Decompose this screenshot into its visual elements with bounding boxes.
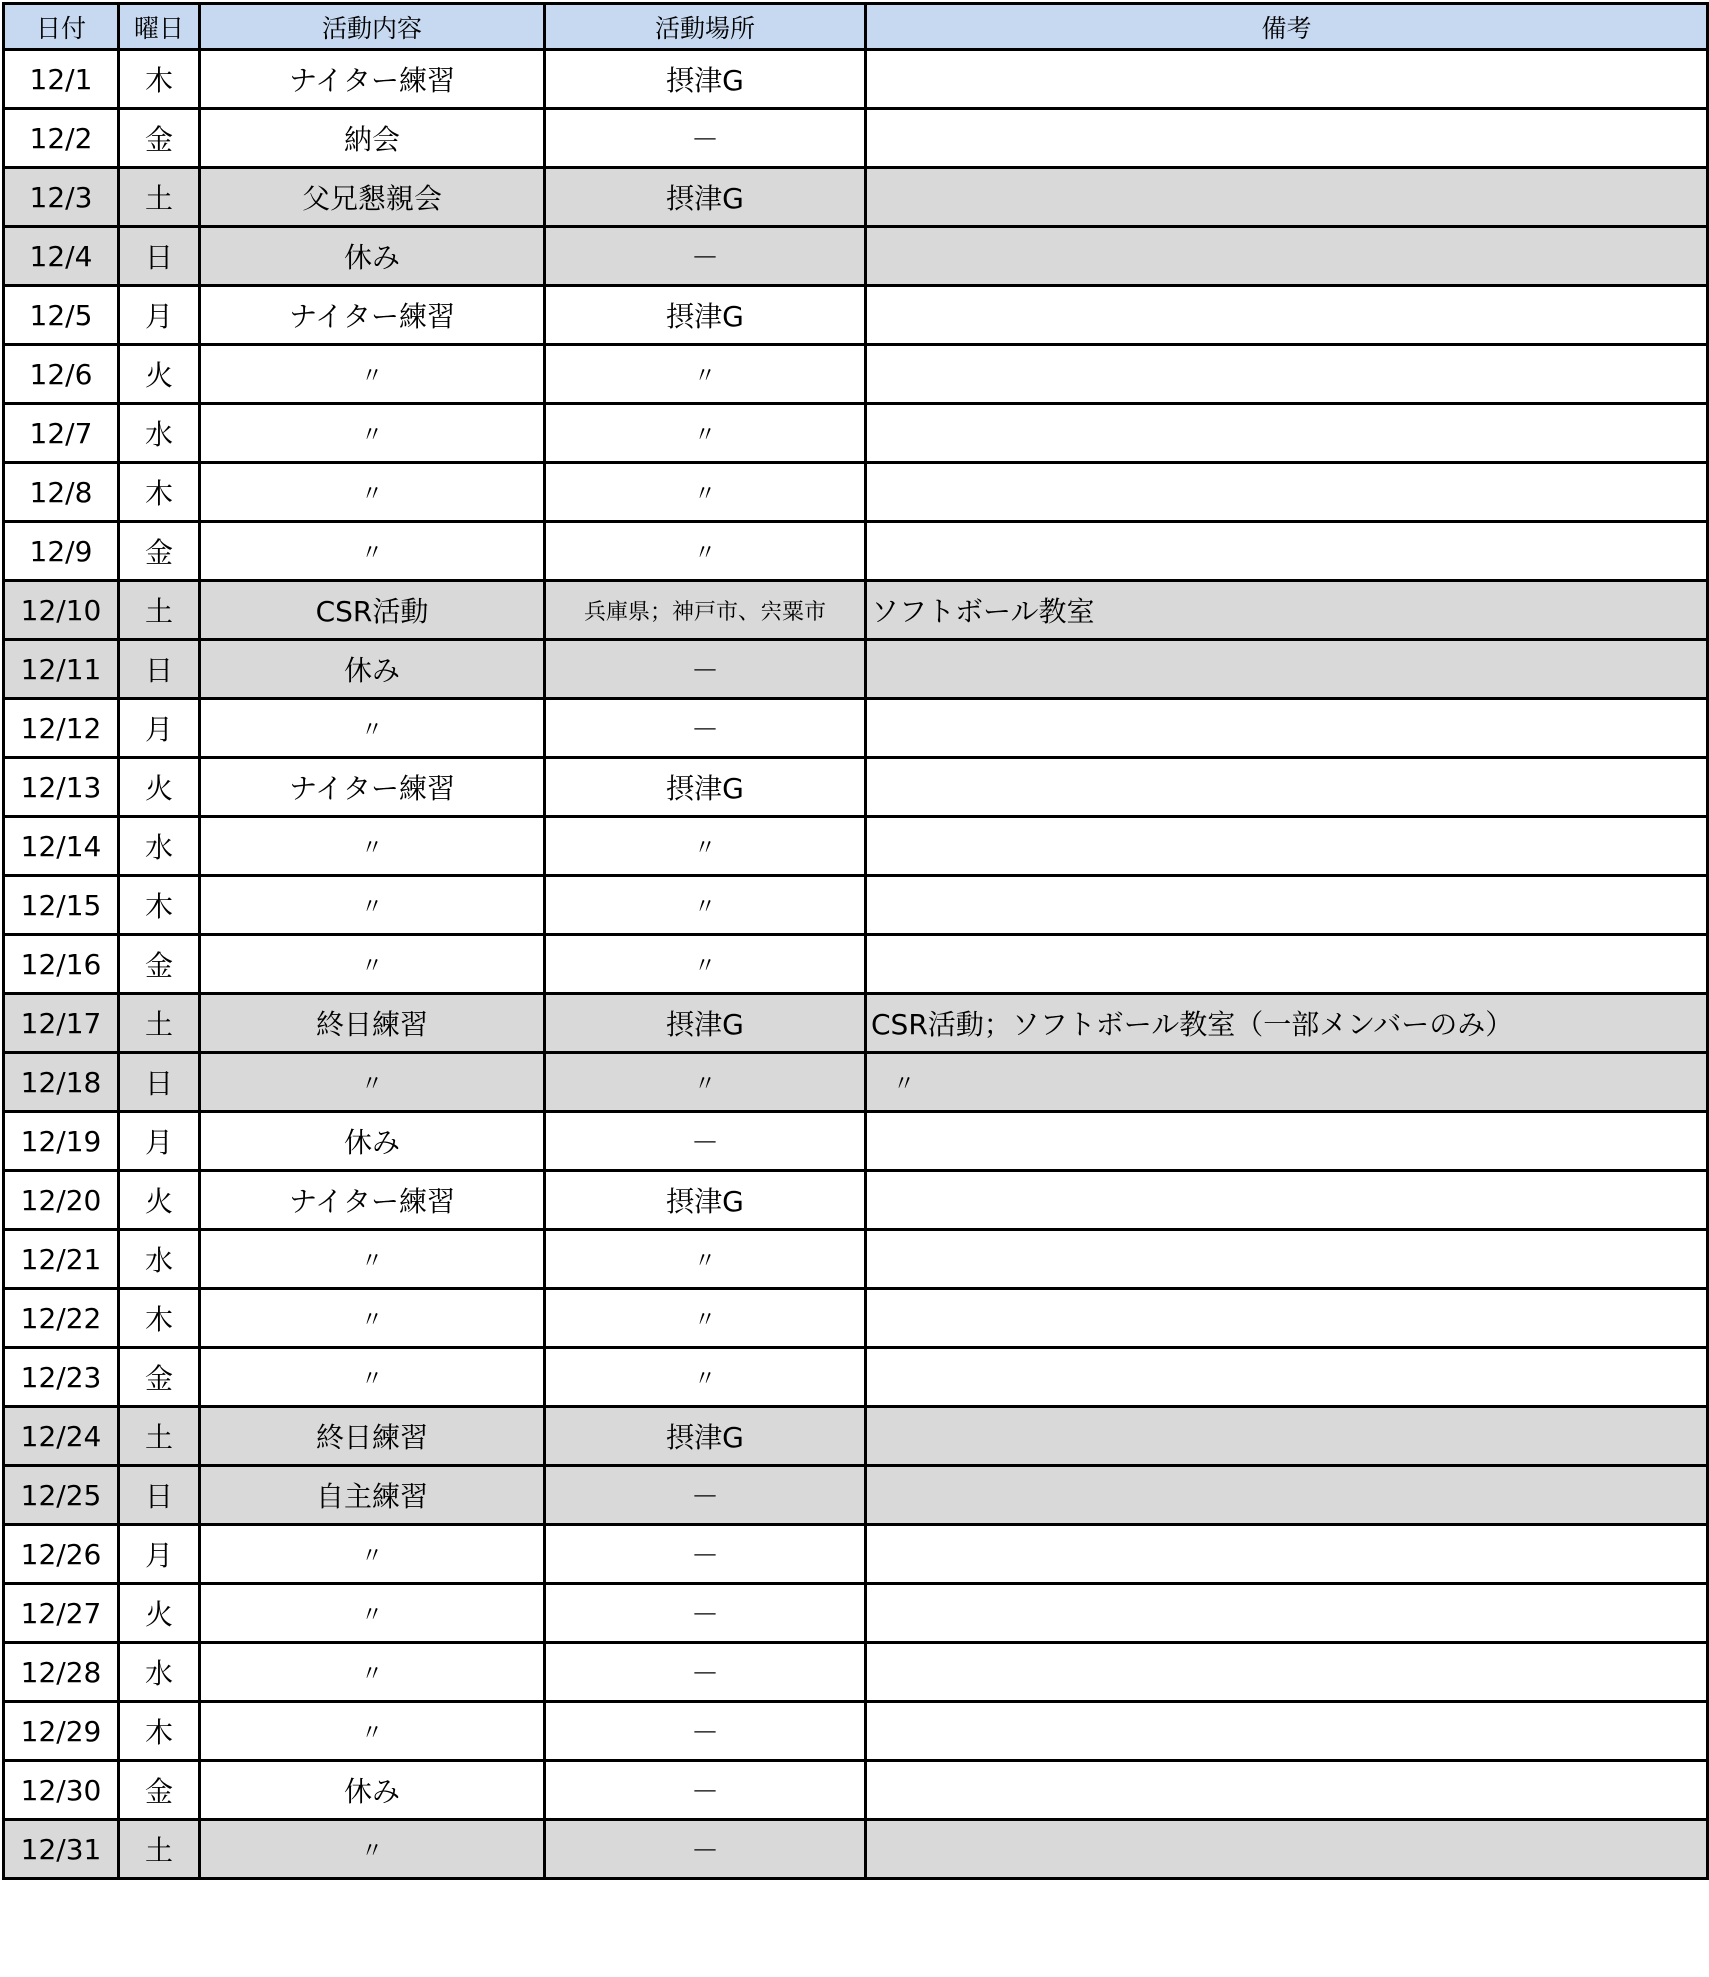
date-cell: 12/21 — [4, 1230, 119, 1289]
table-row — [4, 1053, 1708, 1112]
activity-cell: 〃 — [200, 1230, 545, 1289]
place-cell: 〃 — [545, 876, 866, 935]
table-body — [4, 50, 1708, 1879]
weekday-cell: 木 — [119, 1702, 200, 1761]
table-row — [4, 935, 1708, 994]
header-row — [4, 4, 1708, 50]
weekday-cell: 月 — [119, 286, 200, 345]
activity-cell: 〃 — [200, 463, 545, 522]
notes-cell — [866, 1466, 1708, 1525]
activity-cell: 〃 — [200, 876, 545, 935]
weekday-cell: 月 — [119, 1112, 200, 1171]
activity-cell: ナイター練習 — [200, 1171, 545, 1230]
table-row — [4, 699, 1708, 758]
activity-cell: 休み — [200, 640, 545, 699]
notes-cell — [866, 817, 1708, 876]
schedule-table — [2, 2, 1709, 1880]
weekday-cell: 土 — [119, 1820, 200, 1879]
table-row — [4, 1525, 1708, 1584]
activity-cell: 〃 — [200, 522, 545, 581]
table-row — [4, 168, 1708, 227]
table-row — [4, 345, 1708, 404]
table-row — [4, 876, 1708, 935]
activity-cell: 〃 — [200, 1348, 545, 1407]
place-cell: 〃 — [545, 1348, 866, 1407]
date-cell: 12/25 — [4, 1466, 119, 1525]
date-cell: 12/3 — [4, 168, 119, 227]
table-row — [4, 1761, 1708, 1820]
place-cell: 〃 — [545, 1230, 866, 1289]
date-cell: 12/20 — [4, 1171, 119, 1230]
weekday-cell: 火 — [119, 345, 200, 404]
date-cell: 12/19 — [4, 1112, 119, 1171]
activity-cell: 〃 — [200, 404, 545, 463]
activity-cell: 自主練習 — [200, 1466, 545, 1525]
notes-cell — [866, 1171, 1708, 1230]
header-weekday: 曜日 — [119, 4, 200, 50]
place-cell: － — [545, 1525, 866, 1584]
notes-cell — [866, 1761, 1708, 1820]
weekday-cell: 木 — [119, 876, 200, 935]
table-row — [4, 1702, 1708, 1761]
table-row — [4, 227, 1708, 286]
date-cell: 12/6 — [4, 345, 119, 404]
activity-cell: 休み — [200, 1112, 545, 1171]
date-cell: 12/18 — [4, 1053, 119, 1112]
table-row — [4, 522, 1708, 581]
activity-cell: 〃 — [200, 345, 545, 404]
date-cell: 12/9 — [4, 522, 119, 581]
place-cell: － — [545, 109, 866, 168]
activity-cell: 〃 — [200, 1525, 545, 1584]
weekday-cell: 木 — [119, 463, 200, 522]
date-cell: 12/13 — [4, 758, 119, 817]
date-cell: 12/24 — [4, 1407, 119, 1466]
activity-cell: ナイター練習 — [200, 50, 545, 109]
notes-cell — [866, 935, 1708, 994]
notes-cell — [866, 1584, 1708, 1643]
notes-cell — [866, 1348, 1708, 1407]
notes-cell — [866, 1643, 1708, 1702]
place-cell: 〃 — [545, 404, 866, 463]
weekday-cell: 水 — [119, 404, 200, 463]
weekday-cell: 日 — [119, 227, 200, 286]
table-row — [4, 463, 1708, 522]
weekday-cell: 火 — [119, 1584, 200, 1643]
weekday-cell: 水 — [119, 1230, 200, 1289]
weekday-cell: 土 — [119, 994, 200, 1053]
notes-cell — [866, 1702, 1708, 1761]
place-cell: 摂津G — [545, 758, 866, 817]
weekday-cell: 金 — [119, 935, 200, 994]
place-cell: 〃 — [545, 1053, 866, 1112]
notes-cell — [866, 109, 1708, 168]
place-cell: 摂津G — [545, 50, 866, 109]
notes-cell — [866, 1112, 1708, 1171]
activity-cell: 〃 — [200, 1820, 545, 1879]
notes-cell — [866, 50, 1708, 109]
place-cell: 〃 — [545, 817, 866, 876]
activity-cell: 〃 — [200, 935, 545, 994]
activity-cell: 〃 — [200, 817, 545, 876]
date-cell: 12/30 — [4, 1761, 119, 1820]
place-cell: 摂津G — [545, 286, 866, 345]
weekday-cell: 火 — [119, 1171, 200, 1230]
notes-cell — [866, 699, 1708, 758]
place-cell: 〃 — [545, 345, 866, 404]
table-row — [4, 1820, 1708, 1879]
notes-cell — [866, 1289, 1708, 1348]
activity-cell: 休み — [200, 1761, 545, 1820]
notes-cell — [866, 227, 1708, 286]
place-cell: 〃 — [545, 1289, 866, 1348]
notes-cell: 〃 — [866, 1053, 1708, 1112]
table-row — [4, 1348, 1708, 1407]
notes-cell — [866, 1525, 1708, 1584]
activity-cell: ナイター練習 — [200, 286, 545, 345]
activity-cell: 納会 — [200, 109, 545, 168]
notes-cell: ソフトボール教室 — [866, 581, 1708, 640]
table-row — [4, 1643, 1708, 1702]
table-row — [4, 758, 1708, 817]
weekday-cell: 水 — [119, 1643, 200, 1702]
date-cell: 12/2 — [4, 109, 119, 168]
date-cell: 12/26 — [4, 1525, 119, 1584]
header-notes: 備考 — [866, 4, 1708, 50]
date-cell: 12/5 — [4, 286, 119, 345]
notes-cell — [866, 1407, 1708, 1466]
place-cell: 〃 — [545, 935, 866, 994]
table-row — [4, 109, 1708, 168]
place-cell: － — [545, 1761, 866, 1820]
notes-cell — [866, 286, 1708, 345]
date-cell: 12/29 — [4, 1702, 119, 1761]
table-row — [4, 1112, 1708, 1171]
date-cell: 12/17 — [4, 994, 119, 1053]
notes-cell — [866, 463, 1708, 522]
place-cell: － — [545, 1112, 866, 1171]
place-cell: 〃 — [545, 463, 866, 522]
table-row — [4, 1466, 1708, 1525]
place-cell: 摂津G — [545, 168, 866, 227]
weekday-cell: 金 — [119, 1348, 200, 1407]
notes-cell — [866, 640, 1708, 699]
weekday-cell: 日 — [119, 640, 200, 699]
table-row — [4, 1289, 1708, 1348]
header-activity: 活動内容 — [200, 4, 545, 50]
date-cell: 12/12 — [4, 699, 119, 758]
notes-cell — [866, 345, 1708, 404]
table-header — [4, 4, 1708, 50]
activity-cell: 休み — [200, 227, 545, 286]
place-cell: 摂津G — [545, 994, 866, 1053]
activity-cell: 〃 — [200, 1584, 545, 1643]
date-cell: 12/10 — [4, 581, 119, 640]
activity-cell: 〃 — [200, 699, 545, 758]
activity-cell: CSR活動 — [200, 581, 545, 640]
place-cell: 摂津G — [545, 1171, 866, 1230]
notes-cell — [866, 876, 1708, 935]
date-cell: 12/16 — [4, 935, 119, 994]
weekday-cell: 土 — [119, 168, 200, 227]
header-date: 日付 — [4, 4, 119, 50]
date-cell: 12/23 — [4, 1348, 119, 1407]
date-cell: 12/22 — [4, 1289, 119, 1348]
notes-cell — [866, 758, 1708, 817]
table-row — [4, 286, 1708, 345]
weekday-cell: 水 — [119, 817, 200, 876]
date-cell: 12/1 — [4, 50, 119, 109]
notes-cell — [866, 168, 1708, 227]
table-row — [4, 1407, 1708, 1466]
place-cell: － — [545, 1702, 866, 1761]
place-cell: 〃 — [545, 522, 866, 581]
activity-cell: ナイター練習 — [200, 758, 545, 817]
weekday-cell: 木 — [119, 50, 200, 109]
place-cell: － — [545, 699, 866, 758]
weekday-cell: 金 — [119, 1761, 200, 1820]
weekday-cell: 火 — [119, 758, 200, 817]
weekday-cell: 日 — [119, 1053, 200, 1112]
header-place: 活動場所 — [545, 4, 866, 50]
table-row — [4, 1171, 1708, 1230]
place-cell: － — [545, 1466, 866, 1525]
weekday-cell: 土 — [119, 1407, 200, 1466]
notes-cell — [866, 1230, 1708, 1289]
notes-cell — [866, 404, 1708, 463]
weekday-cell: 金 — [119, 522, 200, 581]
table-row — [4, 994, 1708, 1053]
weekday-cell: 月 — [119, 1525, 200, 1584]
activity-cell: 〃 — [200, 1702, 545, 1761]
notes-cell: CSR活動；ソフトボール教室（一部メンバーのみ） — [866, 994, 1708, 1053]
date-cell: 12/8 — [4, 463, 119, 522]
place-cell: － — [545, 1584, 866, 1643]
activity-cell: 〃 — [200, 1289, 545, 1348]
place-cell: 兵庫県；神戸市、宍粟市 — [545, 581, 866, 640]
place-cell: 摂津G — [545, 1407, 866, 1466]
weekday-cell: 月 — [119, 699, 200, 758]
activity-cell: 終日練習 — [200, 994, 545, 1053]
weekday-cell: 金 — [119, 109, 200, 168]
date-cell: 12/15 — [4, 876, 119, 935]
activity-cell: 終日練習 — [200, 1407, 545, 1466]
date-cell: 12/11 — [4, 640, 119, 699]
table-row — [4, 640, 1708, 699]
date-cell: 12/31 — [4, 1820, 119, 1879]
date-cell: 12/28 — [4, 1643, 119, 1702]
place-cell: － — [545, 227, 866, 286]
activity-cell: 父兄懇親会 — [200, 168, 545, 227]
place-cell: － — [545, 640, 866, 699]
weekday-cell: 土 — [119, 581, 200, 640]
date-cell: 12/14 — [4, 817, 119, 876]
date-cell: 12/7 — [4, 404, 119, 463]
date-cell: 12/27 — [4, 1584, 119, 1643]
table-row — [4, 581, 1708, 640]
notes-cell — [866, 522, 1708, 581]
table-row — [4, 404, 1708, 463]
date-cell: 12/4 — [4, 227, 119, 286]
table-row — [4, 1230, 1708, 1289]
table-row — [4, 1584, 1708, 1643]
weekday-cell: 木 — [119, 1289, 200, 1348]
activity-cell: 〃 — [200, 1643, 545, 1702]
notes-cell — [866, 1820, 1708, 1879]
weekday-cell: 日 — [119, 1466, 200, 1525]
place-cell: － — [545, 1643, 866, 1702]
table-row — [4, 50, 1708, 109]
activity-cell: 〃 — [200, 1053, 545, 1112]
table-row — [4, 817, 1708, 876]
place-cell: － — [545, 1820, 866, 1879]
